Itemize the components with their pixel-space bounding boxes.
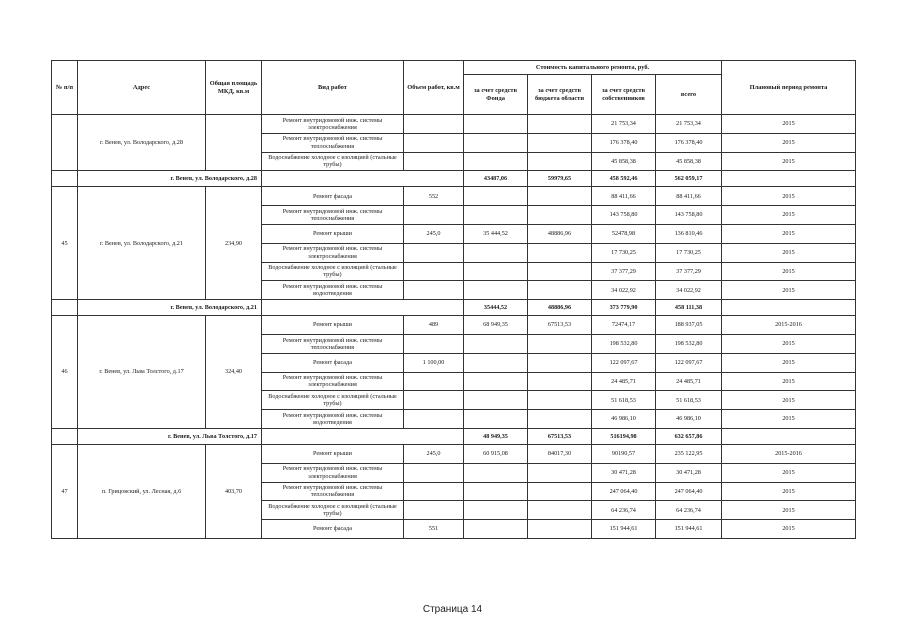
cell-total: 24 485,71	[656, 372, 722, 391]
cell-period: 2015	[722, 206, 856, 225]
cell-owners: 51 618,53	[592, 391, 656, 410]
cell-owners: 21 753,34	[592, 115, 656, 134]
cell-fund: 60 915,08	[464, 444, 528, 463]
row-area: 324,40	[206, 316, 262, 429]
cell-volume: 1 100,00	[404, 353, 464, 372]
cell-volume: 552	[404, 187, 464, 206]
header-oblast: за счет средств бюджета области	[528, 75, 592, 115]
cell-owners: 247 064,40	[592, 482, 656, 501]
row-num: 47	[52, 444, 78, 538]
cell-volume	[404, 372, 464, 391]
cell-total: 34 022,92	[656, 281, 722, 300]
cell-owners: 176 378,40	[592, 133, 656, 152]
cell-total: 235 122,95	[656, 444, 722, 463]
cell-work-type: Водоснабжение холодное с изоляцией (стальные трубы)	[262, 262, 404, 281]
cell-period: 2015	[722, 115, 856, 134]
cell-work-type: Ремонт внутридомовой инж. системы теплоснабжения	[262, 133, 404, 152]
cell-period: 2015	[722, 520, 856, 539]
cell-work-type: Ремонт внутридомовой инж. системы теплоснабжения	[262, 206, 404, 225]
cell-owners: 122 097,67	[592, 353, 656, 372]
cell-oblast: 84017,30	[528, 444, 592, 463]
cell-period: 2015	[722, 262, 856, 281]
cell-work-type: Ремонт крыши	[262, 444, 404, 463]
cell-total: 136 810,46	[656, 224, 722, 243]
cell-volume	[404, 334, 464, 353]
row-num: 46	[52, 316, 78, 429]
summary-owners: 373 779,90	[592, 300, 656, 316]
cell-volume	[404, 133, 464, 152]
cell-fund	[464, 410, 528, 429]
cell-work-type: Ремонт фасада	[262, 353, 404, 372]
cell-owners: 143 758,80	[592, 206, 656, 225]
header-period: Плановый период ремонта	[722, 61, 856, 115]
cell-owners: 45 858,38	[592, 152, 656, 171]
cell-owners: 30 471,28	[592, 463, 656, 482]
cell-oblast	[528, 187, 592, 206]
cell-work-type: Ремонт внутридомовой инж. системы водоотведения	[262, 410, 404, 429]
cell-period: 2015-2016	[722, 444, 856, 463]
cell-fund	[464, 281, 528, 300]
cell-period: 2015	[722, 187, 856, 206]
cell-period: 2015	[722, 372, 856, 391]
cell-oblast: 48886,96	[528, 224, 592, 243]
cell-oblast	[528, 243, 592, 262]
cell-total: 88 411,66	[656, 187, 722, 206]
cell-volume	[404, 391, 464, 410]
cell-period: 2015	[722, 463, 856, 482]
cell-owners: 24 485,71	[592, 372, 656, 391]
summary-spacer	[52, 171, 78, 187]
cell-oblast	[528, 353, 592, 372]
cell-work-type: Ремонт внутридомовой инж. системы теплоснабжения	[262, 482, 404, 501]
cell-fund: 68 949,35	[464, 316, 528, 335]
summary-total: 458 111,38	[656, 300, 722, 316]
cell-total: 198 532,80	[656, 334, 722, 353]
cell-owners: 52478,98	[592, 224, 656, 243]
cell-oblast	[528, 391, 592, 410]
summary-empty	[262, 428, 464, 444]
cell-work-type: Ремонт внутридомовой инж. системы водоотведения	[262, 281, 404, 300]
cell-fund	[464, 187, 528, 206]
cell-period: 2015	[722, 334, 856, 353]
cell-period: 2015	[722, 281, 856, 300]
header-total: всего	[656, 75, 722, 115]
cell-total: 64 236,74	[656, 501, 722, 520]
row-area: 403,70	[206, 444, 262, 538]
cell-volume: 245,0	[404, 224, 464, 243]
cell-oblast	[528, 520, 592, 539]
cell-volume	[404, 152, 464, 171]
cell-period: 2015	[722, 224, 856, 243]
cell-fund	[464, 353, 528, 372]
row-address: г. Венев, ул. Володарского, д.21	[78, 187, 206, 300]
cell-volume	[404, 262, 464, 281]
summary-total: 632 657,86	[656, 428, 722, 444]
cell-volume: 245,0	[404, 444, 464, 463]
summary-period	[722, 300, 856, 316]
cell-volume	[404, 243, 464, 262]
cell-owners: 64 236,74	[592, 501, 656, 520]
cell-total: 46 986,10	[656, 410, 722, 429]
cell-period: 2015	[722, 482, 856, 501]
table-row	[52, 115, 856, 134]
cell-total: 21 753,34	[656, 115, 722, 134]
row-area: 234,90	[206, 187, 262, 300]
page-footer: Страница 14	[422, 604, 483, 615]
cell-owners: 151 944,61	[592, 520, 656, 539]
cell-owners: 34 022,92	[592, 281, 656, 300]
cell-period: 2015	[722, 133, 856, 152]
cell-owners: 198 532,80	[592, 334, 656, 353]
table-row	[52, 316, 856, 335]
cell-oblast	[528, 372, 592, 391]
cell-total: 151 944,61	[656, 520, 722, 539]
cell-owners: 90190,57	[592, 444, 656, 463]
cell-oblast	[528, 206, 592, 225]
table-row	[52, 444, 856, 463]
summary-fund: 43487,06	[464, 171, 528, 187]
table-row	[52, 187, 856, 206]
cell-volume	[404, 482, 464, 501]
cell-work-type: Водоснабжение холодное с изоляцией (стальные трубы)	[262, 152, 404, 171]
header-num: № п/п	[52, 61, 78, 115]
cell-work-type: Ремонт внутридомовой инж. системы электроснабжения	[262, 243, 404, 262]
cell-volume	[404, 463, 464, 482]
summary-fund: 48 949,35	[464, 428, 528, 444]
cell-work-type: Ремонт фасада	[262, 187, 404, 206]
cell-fund	[464, 243, 528, 262]
cell-owners: 17 730,25	[592, 243, 656, 262]
summary-row	[52, 171, 856, 187]
cell-fund	[464, 334, 528, 353]
cell-oblast	[528, 281, 592, 300]
cell-work-type: Ремонт внутридомовой инж. системы электроснабжения	[262, 463, 404, 482]
cell-total: 37 377,29	[656, 262, 722, 281]
cell-fund: 35 444,52	[464, 224, 528, 243]
summary-total: 562 059,17	[656, 171, 722, 187]
cell-fund	[464, 206, 528, 225]
summary-oblast: 67513,53	[528, 428, 592, 444]
row-address: п. Грицовский, ул. Лесная, д.6	[78, 444, 206, 538]
summary-empty	[262, 171, 464, 187]
row-num	[52, 115, 78, 171]
cell-work-type: Ремонт внутридомовой инж. системы электроснабжения	[262, 115, 404, 134]
summary-label: г. Венев, ул. Володарского, д.21	[78, 300, 262, 316]
cell-owners: 72474,17	[592, 316, 656, 335]
cell-period: 2015	[722, 410, 856, 429]
cell-owners: 37 377,29	[592, 262, 656, 281]
header-area: Общая площадь МКД, кв.м	[206, 61, 262, 115]
cell-period: 2015-2016	[722, 316, 856, 335]
cell-fund	[464, 133, 528, 152]
summary-owners: 458 592,46	[592, 171, 656, 187]
summary-label: г. Венев, ул. Льва Толстого, д.17	[78, 428, 262, 444]
row-num: 45	[52, 187, 78, 300]
cell-owners: 88 411,66	[592, 187, 656, 206]
cell-oblast	[528, 463, 592, 482]
cell-period: 2015	[722, 353, 856, 372]
cell-total: 51 618,53	[656, 391, 722, 410]
row-address: г. Венев, ул. Володарского, д.28	[78, 115, 206, 171]
cell-period: 2015	[722, 501, 856, 520]
cell-total: 45 858,38	[656, 152, 722, 171]
cell-work-type: Ремонт фасада	[262, 520, 404, 539]
cell-total: 122 097,67	[656, 353, 722, 372]
cell-period: 2015	[722, 152, 856, 171]
cell-total: 30 471,28	[656, 463, 722, 482]
summary-spacer	[52, 428, 78, 444]
table-header	[52, 61, 856, 115]
summary-fund: 35444,52	[464, 300, 528, 316]
cell-volume: 551	[404, 520, 464, 539]
cell-total: 176 378,40	[656, 133, 722, 152]
cell-fund	[464, 520, 528, 539]
table-body	[52, 115, 856, 539]
cell-owners: 46 986,10	[592, 410, 656, 429]
cell-oblast	[528, 410, 592, 429]
cell-work-type: Водоснабжение холодное с изоляцией (стальные трубы)	[262, 501, 404, 520]
row-area	[206, 115, 262, 171]
summary-oblast: 59979,65	[528, 171, 592, 187]
cell-total: 143 758,80	[656, 206, 722, 225]
cell-oblast	[528, 501, 592, 520]
cell-work-type: Ремонт крыши	[262, 224, 404, 243]
cell-work-type: Ремонт внутридомовой инж. системы электроснабжения	[262, 372, 404, 391]
cell-fund	[464, 262, 528, 281]
cell-fund	[464, 482, 528, 501]
header-work-type: Вид работ	[262, 61, 404, 115]
cell-oblast	[528, 133, 592, 152]
cell-fund	[464, 501, 528, 520]
cell-volume	[404, 206, 464, 225]
cell-work-type: Ремонт крыши	[262, 316, 404, 335]
cell-oblast: 67513,53	[528, 316, 592, 335]
header-volume: Объем работ, кв.м	[404, 61, 464, 115]
cell-fund	[464, 115, 528, 134]
summary-oblast: 48886,96	[528, 300, 592, 316]
cell-volume	[404, 115, 464, 134]
cell-work-type: Ремонт внутридомовой инж. системы теплоснабжения	[262, 334, 404, 353]
cell-fund	[464, 152, 528, 171]
cell-oblast	[528, 262, 592, 281]
cell-volume	[404, 501, 464, 520]
capital-repair-table	[51, 60, 856, 539]
cell-period: 2015	[722, 243, 856, 262]
cell-total: 17 730,25	[656, 243, 722, 262]
header-owners: за счет средств собственников	[592, 75, 656, 115]
cell-fund	[464, 391, 528, 410]
cell-fund	[464, 463, 528, 482]
cell-volume	[404, 410, 464, 429]
header-cost-group: Стоимость капитального ремонта, руб.	[464, 61, 722, 75]
cell-oblast	[528, 152, 592, 171]
summary-spacer	[52, 300, 78, 316]
cell-work-type: Водоснабжение холодное с изоляцией (стальные трубы)	[262, 391, 404, 410]
header-address: Адрес	[78, 61, 206, 115]
cell-volume	[404, 281, 464, 300]
cell-oblast	[528, 334, 592, 353]
summary-owners: 516194,98	[592, 428, 656, 444]
cell-total: 188 937,05	[656, 316, 722, 335]
cell-oblast	[528, 482, 592, 501]
cell-total: 247 064,40	[656, 482, 722, 501]
cell-volume: 489	[404, 316, 464, 335]
summary-row	[52, 428, 856, 444]
cell-period: 2015	[722, 391, 856, 410]
summary-row	[52, 300, 856, 316]
cell-fund	[464, 372, 528, 391]
cell-oblast	[528, 115, 592, 134]
row-address: г. Венев, ул. Льва Толстого, д.17	[78, 316, 206, 429]
summary-label: г. Венев, ул. Володарского, д.28	[78, 171, 262, 187]
header-fund: за счет средств Фонда	[464, 75, 528, 115]
summary-period	[722, 428, 856, 444]
summary-empty	[262, 300, 464, 316]
summary-period	[722, 171, 856, 187]
